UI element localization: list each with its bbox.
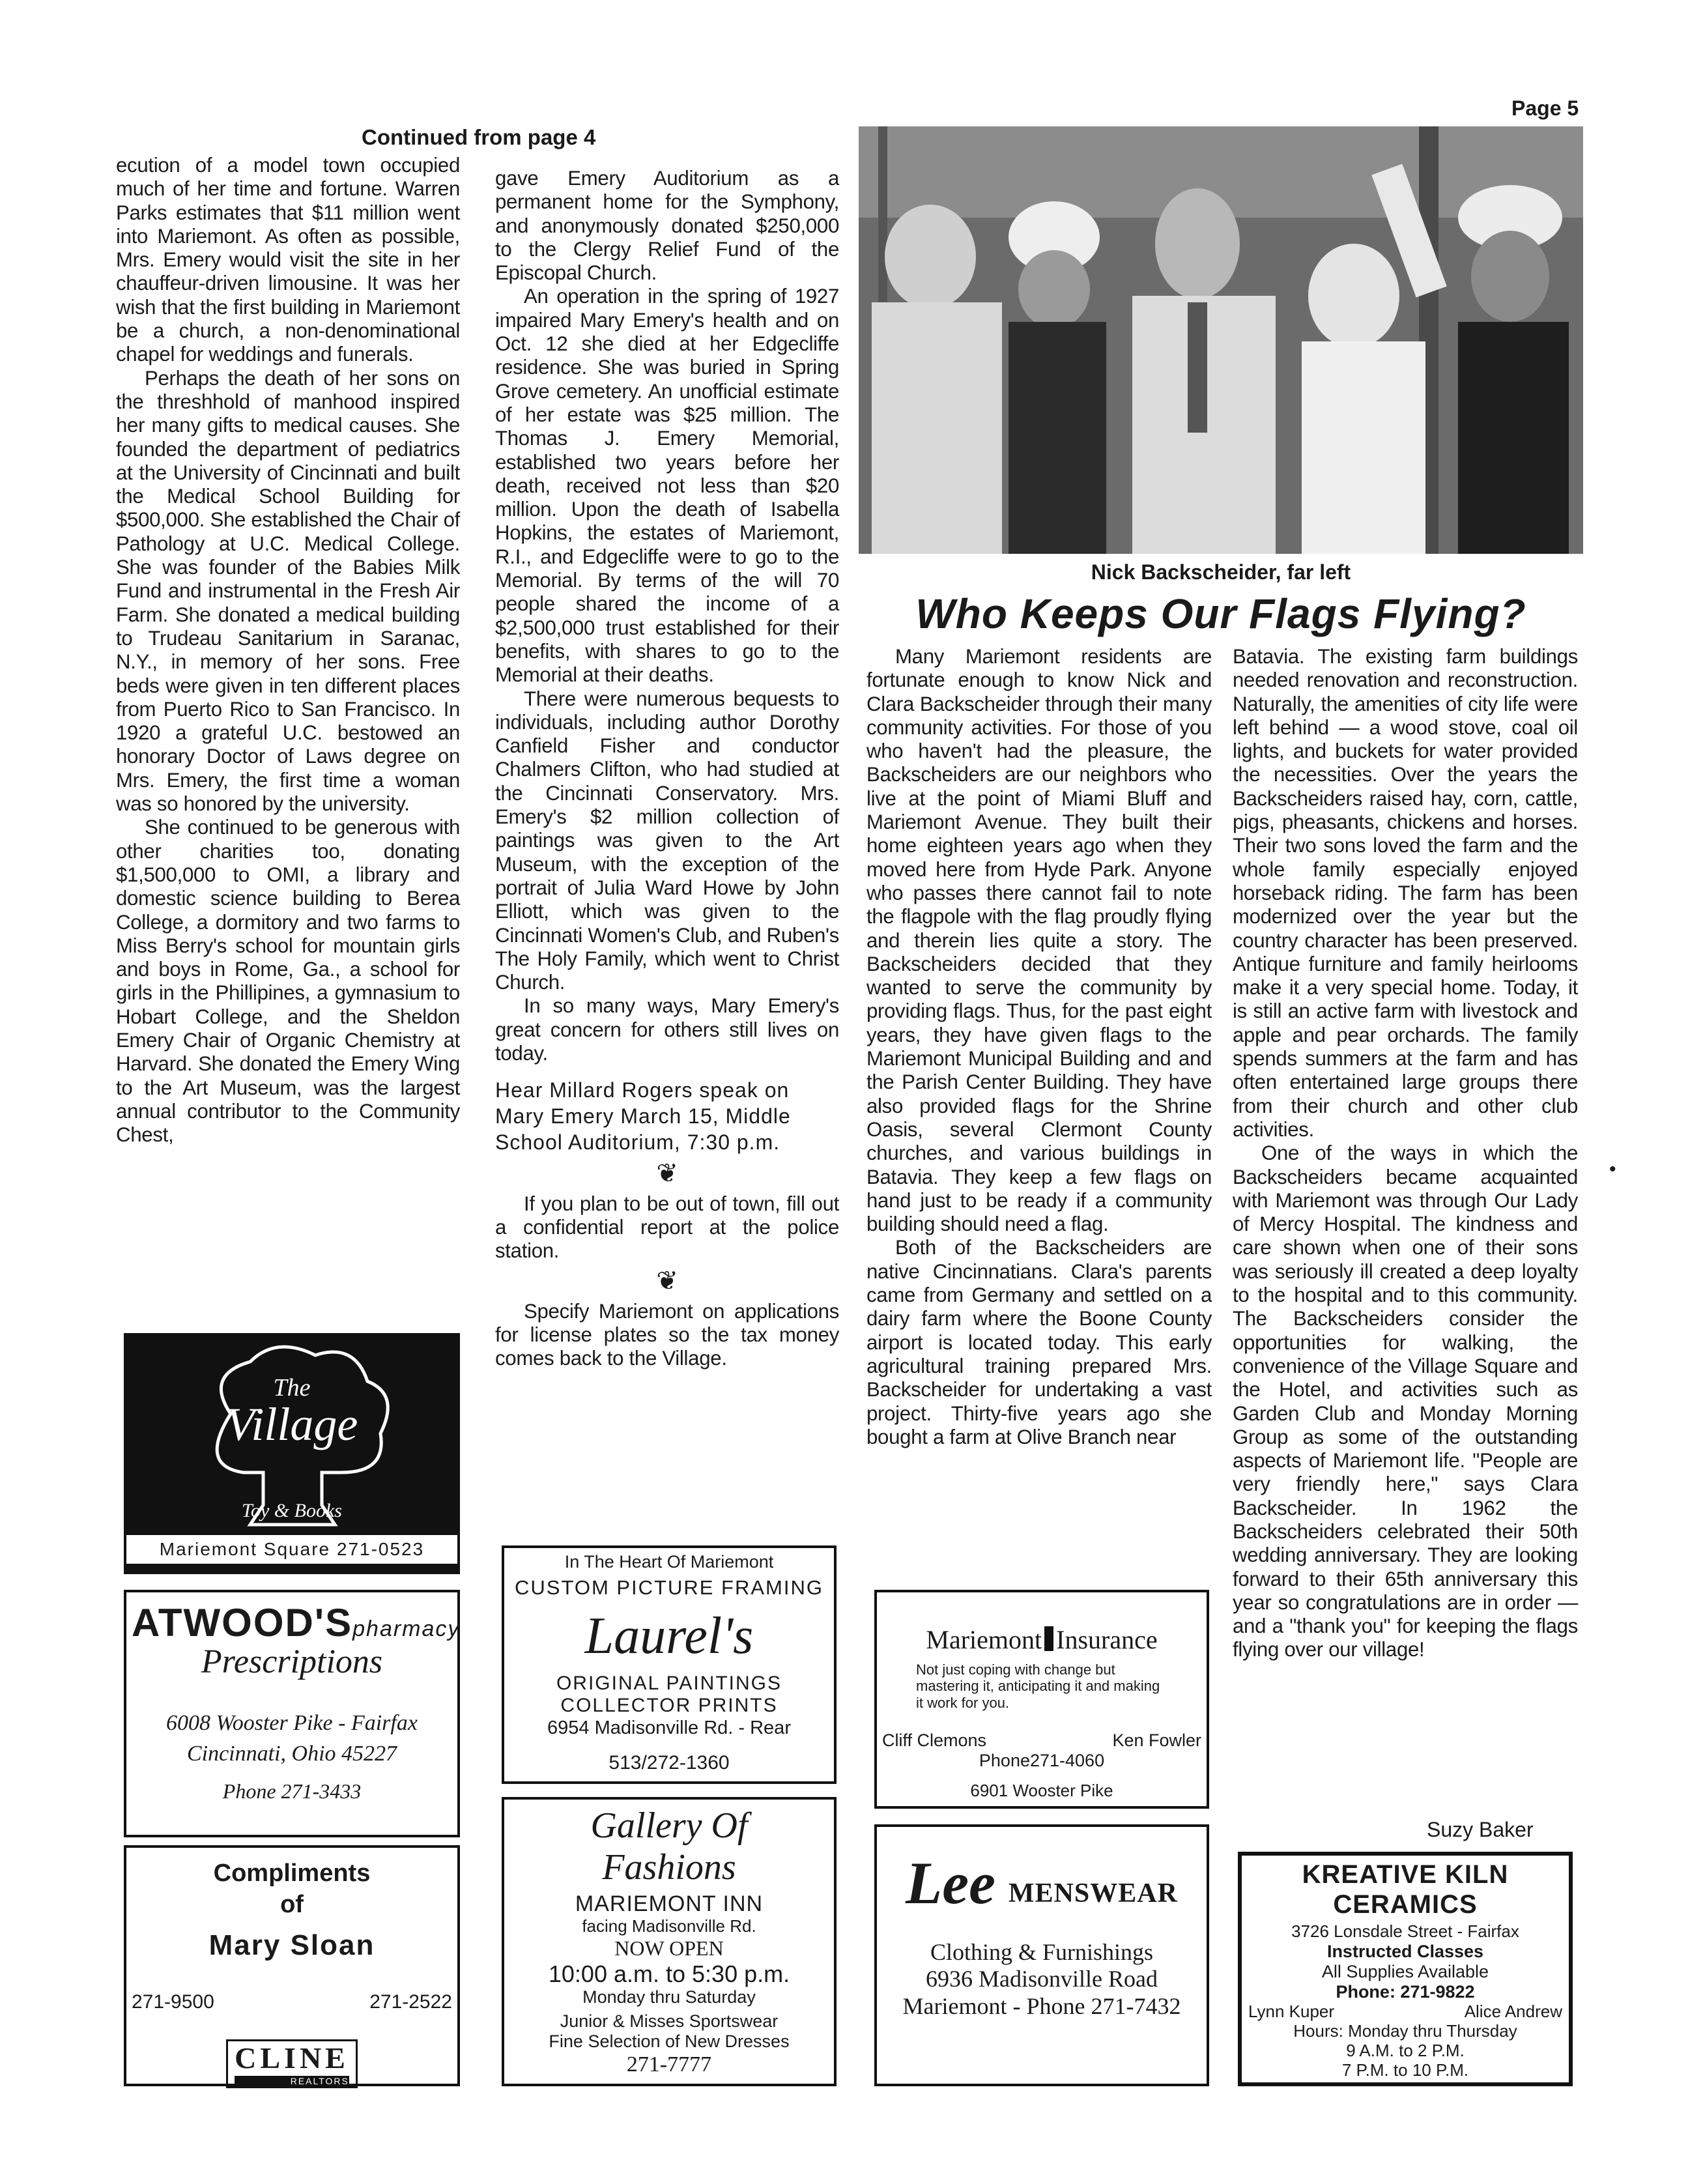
ad-text: COLLECTOR PRINTS [560, 1695, 778, 1717]
contact-row [1242, 2002, 1569, 2022]
ad-title: Gallery Of [590, 1805, 748, 1846]
address: 3726 Lonsdale Street - Fairfax [1291, 1921, 1519, 1941]
byline: Suzy Baker [1427, 1818, 1534, 1841]
ad-text: facing Madisonville Rd. [582, 1916, 756, 1936]
ad-text: Instructed Classes [1326, 1941, 1484, 1961]
logo-text: Village [225, 1398, 358, 1450]
ad-lee-menswear [874, 1824, 1209, 2086]
ad-kreative-kiln [1238, 1852, 1573, 2086]
brand-name: ATWOOD'S [132, 1601, 353, 1645]
notice: Specify Mariemont on applications for license plates so the tax money comes back to the Village. [495, 1299, 839, 1370]
hours: 7 P.M. to 10 P.M. [1341, 2060, 1469, 2080]
ad-text: CUSTOM PICTURE FRAMING [515, 1576, 823, 1600]
paragraph: Perhaps the death of her sons on the threshhold of manhood inspired her many gifts to medical causes. She founded the department of pediatrics at the University of Cincinnati and built the Medical School Building for $500,000. She established the Chair of Pathology at U.C. Medical College. She was founder of the Babies Milk Fund and instrumental in the Fresh Air Farm. She donated a medical building to Trudeau Sanitarium in Saranac, N.Y., in memory of her sons. Free beds were given in ten different places from Puerto Rico to San Francisco. In 1920 a grateful U.C. bestowed an honorary Doctor of Laws degree on Mrs. Emery, the first time a woman was so honored by the university. [116, 366, 460, 816]
page-number: Page 5 [1511, 96, 1579, 120]
brand-name: MENSWEAR [1008, 1878, 1178, 1908]
article-column-1 [116, 154, 460, 1147]
article-column-2 [495, 167, 839, 1371]
script-logo: Lee [906, 1850, 995, 1916]
ad-laurels [502, 1545, 837, 1784]
logo-text: CLINE [235, 2041, 349, 2075]
ad-name: Mary Sloan [208, 1929, 375, 1962]
phone: Phone271-4060 [979, 1750, 1105, 1770]
phone-row [126, 1991, 457, 2014]
contact-name: Lynn Kuper [1248, 2002, 1335, 2022]
brand-name: Insurance [1056, 1625, 1158, 1654]
ad-text: NOW OPEN [614, 1936, 724, 1960]
ad-mariemont-insurance [874, 1590, 1209, 1809]
paragraph: In so many ways, Mary Emery's great concern for others still lives on today. [495, 994, 839, 1065]
ad-text: Compliments [213, 1860, 371, 1887]
paragraph: An operation in the spring of 1927 impaired Mary Emery's health and on Oct. 12 she died at her Edgecliffe residence. She was buried in Spring Grove cemetery. An unofficial estimate of her estate was $25 million. The Thomas J. Emery Memorial, established two years before her death, received not less than $20 million. Upon the death of Isabella Hopkins, the estates of Mariemont, R.I., and Edgecliffe were to go to the Memorial. By terms of the will 70 people shared the income of a $2,500,000 trust established for their benefits, with shares to go to the Memorial at their deaths. [495, 285, 839, 687]
logo-text: The [273, 1374, 311, 1401]
ad-text: In The Heart Of Mariemont [564, 1552, 774, 1572]
article-headline: Who Keeps Our Flags Flying? [915, 590, 1526, 637]
phone: 271-9500 [132, 1990, 214, 2013]
ad-gallery-of-fashions [502, 1797, 837, 2086]
phone: Phone 271-3433 [222, 1779, 362, 1803]
address: Cincinnati, Ohio 45227 [186, 1741, 397, 1766]
continued-label: Continued from page 4 [362, 125, 596, 149]
paragraph: She continued to be generous with other charities too, donating $1,500,000 to OMI, a library and domestic science building to Berea College, a dormitory and two farms to Miss Berry's school for mountain girls and boys in Rome, Ga., a school for girls in the Phillipines, a gymnasium to Hobart College, and the Sheldon Emery Chair of Organic Chemistry at Harvard. She donated the Emery Wing to the Art Museum, was the largest annual contributor to the Community Chest, [116, 816, 460, 1147]
ad-village [124, 1333, 460, 1574]
tagline: Not just coping with change but mastering it, anticipating it and making it work for you. [916, 1661, 1160, 1711]
paragraph: gave Emery Auditorium as a permanent home for the Symphony, and anonymously donated $250,000 to the Clergy Relief Fund of the Episcopal Church. [495, 167, 839, 285]
logo-bar-icon [1044, 1626, 1053, 1651]
paragraph: Many Mariemont residents are fortunate enough to know Nick and Clara Backscheider through their many community activities. For those of you who haven't had the pleasure, the Backscheiders are our neighbors who live at the point of Miami Bluff and Mariemont Avenue. They built their home eighteen years ago when they moved here from Hyde Park. Anyone who passes there cannot fail to note the flagpole with the flag proudly flying and therein lies quite a story. The Backscheiders decided that they wanted to serve the community by providing flags. Thus, for the past eight years, they have given flags to the Mariemont Municipal Building and and the Parish Center Building. They have also provided flags for the Shrine Oasis, several Clermont County churches, and various buildings in Batavia. They keep a few flags on hand just to be ready if a community building should need a flag. [866, 645, 1212, 1236]
ad-text: Clothing & Furnishings [930, 1939, 1154, 1965]
cline-logo [226, 2039, 358, 2088]
contact-name: Alice Andrew [1464, 2002, 1562, 2022]
ad-text: Fine Selection of New Dresses [549, 2032, 790, 2052]
ad-text: of [280, 1890, 304, 1918]
script-text: Prescriptions [201, 1643, 383, 1680]
ad-title [126, 1600, 461, 1645]
ad-mary-sloan [124, 1845, 460, 2086]
paragraph: Both of the Backscheiders are native Cincinnatians. Clara's parents came from Germany and settled on a dairy farm where the Boone County airport is located today. This early agricultural training prepared Mrs. Backscheider for undertaking a vast project. Thirty-five years ago she bought a farm at Olive Branch near [866, 1236, 1212, 1448]
address: 6954 Madisonville Rd. - Rear [547, 1717, 791, 1738]
photo-image [859, 126, 1583, 554]
notice: If you plan to be out of town, fill out a confidential report at the police station. [495, 1192, 839, 1263]
address: 6901 Wooster Pike [970, 1780, 1113, 1800]
script-logo: Laurel's [584, 1607, 754, 1665]
article-column-3 [866, 645, 1212, 1449]
address: 6008 Wooster Pike - Fairfax [166, 1710, 418, 1735]
ad-title: KREATIVE KILN [1302, 1860, 1509, 1889]
paragraph: Batavia. The existing farm buildings needed renovation and reconstruction. Naturally, the amenities of city life were left behind — a wood stove, coal oil lights, and buckets for water provided the necessities. Over the years the Backscheiders raised hay, corn, cattle, pigs, pheasants, chickens and horses. Their two sons loved the farm and the whole family especially enjoyed horseback riding. The farm has been modernized over the year but the country character has been preserved. Antique furniture and family heirlooms make it a very special home. Today, it is still an active farm with livestock and apple and pear orchards. The family spends summers at the farm and has often entertained large groups there from their church and other club activities. [1233, 645, 1578, 1141]
stray-dot: • [1609, 1158, 1616, 1180]
contact-name: Cliff Clemons [882, 1730, 987, 1750]
logo-text: REALTORS [235, 2076, 349, 2086]
contact-name: Ken Fowler [1112, 1730, 1201, 1750]
paragraph: There were numerous bequests to individuals, including author Dorothy Canfield Fisher and conductor Chalmers Clifton, who had studied at the Cincinnati Conservatory. Mrs. Emery's $2 million collection of paintings was given to the Art Museum, with the exception of the portrait of Julia Ward Howe by John Elliott, which was given to the Cincinnati Women's Club, and Ruben's The Holy Family, which went to Christ Church. [495, 687, 839, 994]
phone: Phone: 271-9822 [1336, 1981, 1475, 2002]
ad-text: Junior & Misses Sportswear [560, 2011, 779, 2031]
paragraph: One of the ways in which the Backscheiders became acquainted with Mariemont was through Our Lady of Mercy Hospital. The kindness and care shown when one of their sons was seriously ill created a deep loyalty to the hospital and to this community. The Backscheiders consider the opportunities for walking, the convenience of the Village Square and the Hotel, and activities such as Garden Club and Monday Morning Group as some of the outstanding aspects of Mariemont life. "People are very friendly here," says Clara Backscheider. In 1962 the Backscheiders celebrated their 50th wedding anniversary. They are looking forward to their 65th anniversary this year so congratulations are in order — and a "thank you" for keeping the flags flying over our village! [1233, 1142, 1578, 1661]
ad-title: CERAMICS [1333, 1890, 1478, 1919]
ornament-icon: ❦ [656, 1159, 678, 1188]
ad-title [877, 1625, 1207, 1655]
address: 6936 Madisonville Road [926, 1966, 1158, 1992]
phone: 271-2522 [369, 1990, 452, 2013]
photo-caption: Nick Backscheider, far left [1091, 560, 1351, 584]
ad-footer: Mariemont Square 271-0523 [126, 1535, 457, 1564]
brand-sub: pharmacy [352, 1616, 461, 1641]
ad-title: Fashions [602, 1847, 736, 1888]
event-notice: Hear Millard Rogers speak on Mary Emery March 15, Middle School Auditorium, 7:30 p.m. [495, 1078, 791, 1155]
hours: Hours: Monday thru Thursday [1293, 2020, 1517, 2041]
ad-text: MARIEMONT INN [575, 1891, 764, 1916]
phone: 271-7777 [626, 2052, 712, 2077]
ad-text: 10:00 a.m. to 5:30 p.m. [548, 1960, 790, 1987]
photo [859, 126, 1583, 554]
phone: Mariemont - Phone 271-7432 [902, 1992, 1181, 2019]
ad-text: Monday thru Saturday [582, 1987, 756, 2007]
paragraph: ecution of a model town occupied much of her time and fortune. Warren Parks estimates that $11 million went into Mariemont. As often as possible, Mrs. Emery would visit the site in her chauffeur-driven limousine. It was her wish that the first building in Mariemont be a church, a non-denominational chapel for weddings and funerals. [116, 154, 460, 366]
ad-title [877, 1850, 1207, 1916]
logo-text: Toy & Books [242, 1500, 342, 1521]
hours: 9 A.M. to 2 P.M. [1346, 2040, 1465, 2060]
ad-text: ORIGINAL PAINTINGS [556, 1672, 782, 1694]
phone: 513/272-1360 [608, 1752, 730, 1774]
contact-row [877, 1731, 1207, 1751]
ornament-icon: ❦ [656, 1267, 678, 1296]
ad-text: All Supplies Available [1321, 1961, 1489, 1981]
article-column-4 [1233, 645, 1578, 1662]
ad-atwood [124, 1590, 460, 1837]
brand-name: Mariemont [926, 1625, 1042, 1654]
tree-logo-icon [126, 1336, 457, 1535]
